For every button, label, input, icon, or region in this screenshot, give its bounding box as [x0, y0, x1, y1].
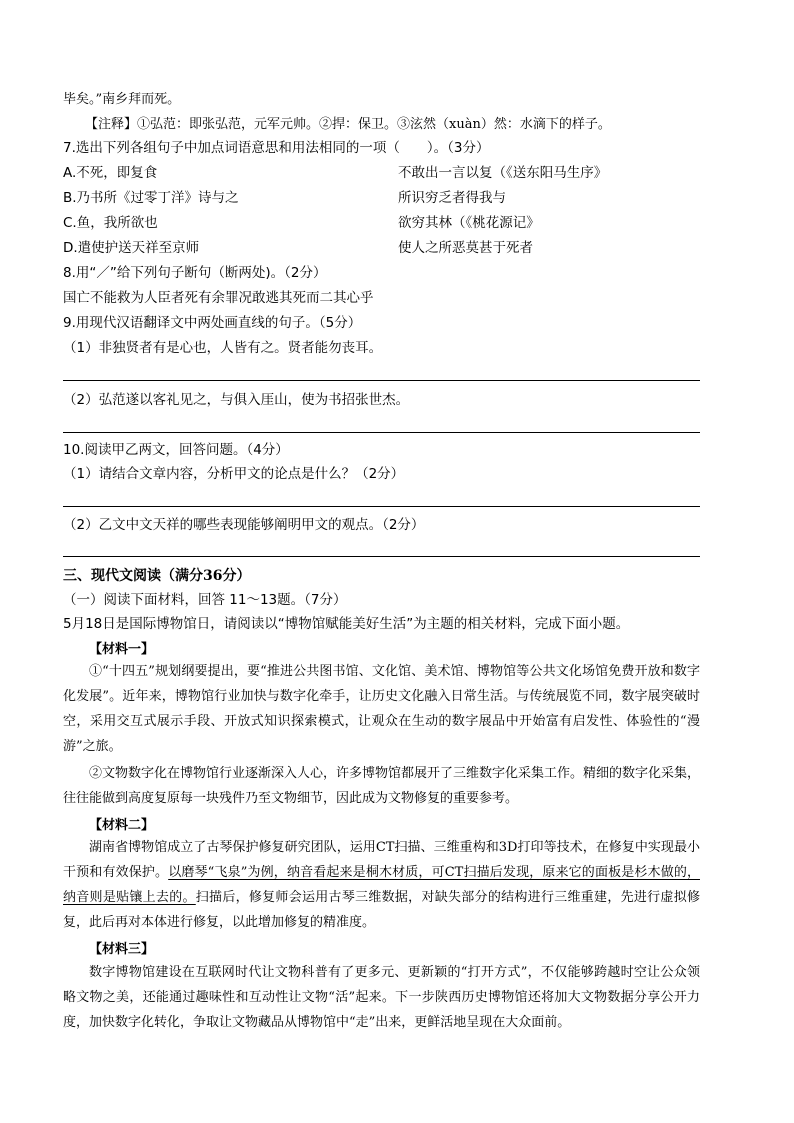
question-10: 10.阅读甲乙两文，回答问题。（4分） [63, 442, 289, 458]
q7-option-b: B.乃书所《过零丁洋》诗与之 [63, 190, 239, 206]
answer-line-q10-2[interactable] [63, 556, 700, 557]
question-9: 9.用现代汉语翻译文中两处画直线的句子。（5分） [63, 315, 362, 331]
q9-item-2: （2）弘范遂以客礼见之，与俱入厓山，使为书招张世杰。 [63, 392, 410, 408]
q7-option-b-pair: 所识穷乏者得我与 [398, 190, 506, 206]
section-3-heading: 三、现代文阅读（满分36分） [63, 568, 251, 584]
q10-item-2: （2）乙文中文天祥的哪些表现能够阐明甲文的观点。（2分） [63, 517, 425, 533]
material-2-title: 【材料二】 [89, 818, 155, 833]
answer-line-q9-2[interactable] [63, 432, 700, 433]
q7-option-d: D.遣使护送天祥至京师 [63, 240, 200, 256]
material-2-underlined-text: 以磨琴“飞泉”为例，纳音看起来是桐木材质，可CT扫描后发现，原来它的面板是杉木做的，纳音则是贴镶上去的。 [63, 865, 700, 905]
material-1-para-1: ①“十四五”规划纲要提出，要“推进公共图书馆、文化馆、美术馆、博物馆等公共文化场馆免费开放和数字化发展”。近年来，博物馆行业加快与数字化牵手，让历史文化融入日常生活。与传统展览不同，数字展突破时空，采用交互式展示手段、开放式知识探索模式，让观众在生动的数字展品中开始富有启发性、体验性的“漫游”之旅。 [63, 664, 700, 754]
material-2-text-c: 扫描后，修复师会运用古琴三维数据，对缺失部分的结构进行三维重建，先进行虚拟修复，此后再对本体进行修复，以此增加修复的精准度。 [63, 890, 700, 930]
answer-line-q9-1[interactable] [63, 380, 700, 381]
intro-text: 5月18日是国际博物馆日，请阅读以“博物馆赋能美好生活”为主题的相关材料，完成下面小题。 [63, 616, 630, 632]
line-ending: 毕矣。”南乡拜而死。 [63, 92, 181, 107]
q7-option-a: A.不死，即复食 [63, 165, 158, 181]
answer-line-q10-1[interactable] [63, 506, 700, 507]
subsection-1-heading: （一）阅读下面材料，回答 11～13题。（7分） [63, 592, 347, 608]
question-8: 8.用“／”给下列句子断句（断两处)。（2分） [63, 265, 327, 281]
material-3-para: 数字博物馆建设在互联网时代让文物科普有了更多元、更新颖的“打开方式”，不仅能够跨越时空让公众领略文物之美，还能通过趣味性和互动性让文物“活”起来。下一步陕西历史博物馆还将加大文物数据分享公开力度，加快数字化转化，争取让文物藏品从博物馆中“走”出来，更鲜活地呈现在大众面前。 [63, 965, 700, 1030]
material-1-title: 【材料一】 [89, 642, 155, 657]
material-2-text-a: 湖南省博物馆成立了古琴保护修复研究团队，运用CT扫描、三维重构和3D打印等技术，在修复中实现最小干预和有效保护。 [63, 840, 700, 880]
q8-sentence: 国亡不能救为人臣者死有余罪况敢逃其死而二其心乎 [63, 290, 374, 306]
material-1-para-2: ②文物数字化在博物馆行业逐渐深入人心，许多博物馆都展开了三维数字化采集工作。精细的数字化采集，往往能做到高度复原每一块残件乃至文物细节，因此成为文物修复的重要参考。 [63, 766, 701, 806]
material-2-para [63, 835, 700, 935]
q7-option-c: C.鱼，我所欲也 [63, 215, 158, 231]
q10-item-1: （1）请结合文章内容，分析甲文的论点是什么？（2分） [63, 466, 405, 482]
annotation-note: 【注释】①弘范：即张弘范，元军元帅。②捍：保卫。③泫然（xuàn）然：水滴下的样子。 [85, 117, 611, 132]
q7-option-d-pair: 使人之所恶莫甚于死者 [398, 240, 533, 256]
question-7: 7.选出下列各组句子中加点词语意思和用法相同的一项（ ）。（3分） [63, 140, 490, 156]
q7-option-a-pair: 不敢出一言以复（《送东阳马生序》 [398, 165, 608, 181]
material-3-title: 【材料三】 [89, 942, 155, 957]
q7-option-c-pair: 欲穷其林（《桃花源记》 [398, 215, 540, 231]
q9-item-1: （1）非独贤者有是心也，人皆有之。贤者能勿丧耳。 [63, 340, 383, 356]
